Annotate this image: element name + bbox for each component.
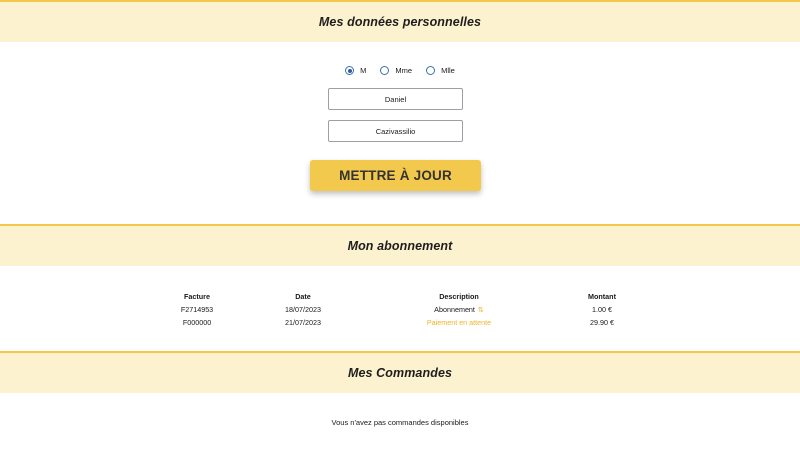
table-header-row [147, 290, 645, 303]
invoice-amount: 1.00 € [592, 305, 612, 314]
no-orders-message: Vous n'avez pas commandes disponibles [331, 418, 469, 427]
civility-label-mlle: Mlle [441, 66, 455, 75]
column-header-date: Date [295, 292, 311, 301]
civility-label-m: M [360, 66, 367, 75]
first-name-input[interactable] [328, 88, 463, 110]
civility-label-mme: Mme [395, 66, 413, 75]
update-button[interactable]: METTRE À JOUR [310, 160, 481, 191]
invoice-description-pending: Paiement en attente [426, 318, 492, 327]
table-row [147, 316, 645, 329]
personal-data-title: Mes données personnelles [318, 15, 482, 29]
orders-header [0, 351, 800, 393]
invoice-number: F2714953 [180, 305, 214, 314]
column-header-facture: Facture [184, 292, 210, 301]
radio-button-mme[interactable] [380, 66, 389, 75]
invoice-description: Abonnement [434, 305, 475, 314]
subscription-title: Mon abonnement [347, 239, 453, 253]
last-name-input[interactable] [328, 120, 463, 142]
invoice-date: 21/07/2023 [285, 318, 321, 327]
invoice-table [147, 290, 645, 329]
radio-button-mlle[interactable] [426, 66, 435, 75]
column-header-montant: Montant [588, 292, 616, 301]
sync-icon[interactable]: ⇅ [477, 307, 484, 314]
subscription-header [0, 224, 800, 266]
personal-data-header [0, 0, 800, 42]
radio-button-m[interactable] [345, 66, 354, 75]
civility-radio-group [0, 66, 800, 75]
invoice-date: 18/07/2023 [285, 305, 321, 314]
invoice-amount: 29.90 € [590, 318, 614, 327]
invoice-description-cell [359, 303, 559, 316]
invoice-number: F000000 [182, 318, 212, 327]
table-row [147, 303, 645, 316]
civility-option-mlle[interactable] [426, 66, 455, 75]
civility-option-mme[interactable] [380, 66, 412, 75]
column-header-description: Description [439, 292, 479, 301]
civility-option-m[interactable] [345, 66, 366, 75]
orders-title: Mes Commandes [347, 366, 453, 380]
